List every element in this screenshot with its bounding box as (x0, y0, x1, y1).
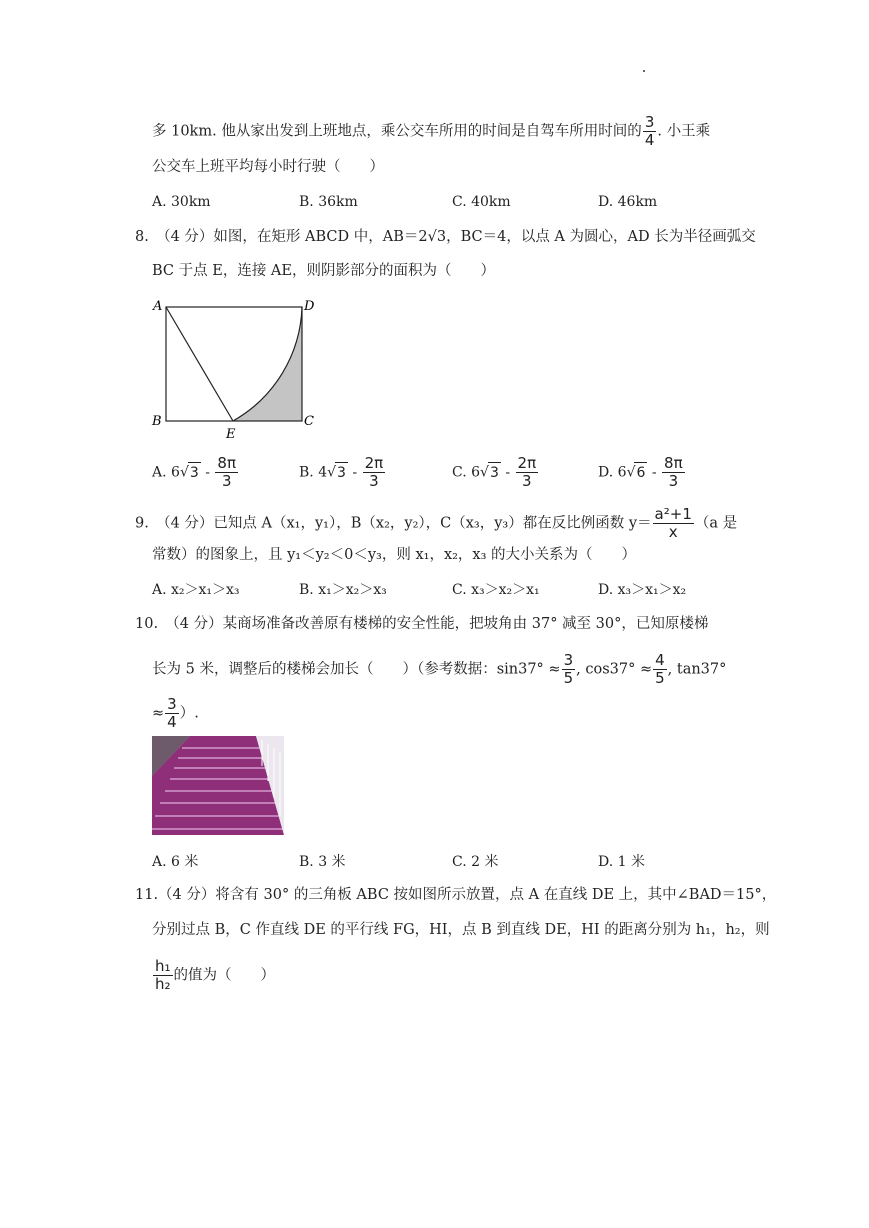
q9-fraction: $\frac{\text{a²+1}}{x}$ (654, 505, 692, 541)
label-b: B (152, 414, 162, 429)
q7-line2: 公交车上班平均每小时行驶（ ） (152, 159, 384, 175)
q10-line3: ≈ $\frac{3}{4}$ ）. (152, 695, 199, 731)
q7-option-b: B. 36km (299, 194, 358, 210)
label-a: A (153, 299, 163, 314)
q8-option-b: B. 4√3 - $\frac{2\pi}{3}$ (299, 454, 384, 490)
q9-option-d: D. x₃＞x₁＞x₂ (598, 582, 687, 598)
shaded-region (233, 307, 302, 421)
q11-fraction: $\frac{\text{h₁}}{\text{h₂}}$ (155, 957, 171, 993)
label-e: E (226, 427, 236, 441)
q7-option-c: C. 40km (452, 194, 511, 210)
q11-line1: 11.（4 分）将含有 30° 的三角板 ABC 按如图所示放置，点 A 在直线 DE 上，其中∠BAD＝15°， (135, 887, 777, 903)
page-dot (643, 70, 645, 72)
q9-option-a: A. x₂＞x₁＞x₃ (152, 582, 240, 598)
q8-line2: BC 于点 E，连接 AE，则阴影部分的面积为（ ） (152, 263, 495, 279)
q11-line3: $\frac{\text{h₁}}{\text{h₂}}$ 的值为（ ） (155, 957, 276, 993)
segment-ae (166, 307, 233, 421)
q8-rectangle-figure (148, 293, 323, 441)
q7-fraction: $\frac{3}{4}$ (644, 113, 655, 149)
q9-option-b: B. x₁＞x₂＞x₃ (299, 582, 387, 598)
q7-line1: 多 10km. 他从家出发到上班地点，乘公交车所用的时间是自驾车所用时间的 $\frac{3}{4}$ . 小王乘 (152, 113, 711, 149)
q7-option-a: A. 30km (152, 194, 211, 210)
q8-option-d: D. 6√6 - $\frac{8\pi}{3}$ (598, 454, 683, 490)
q10-option-d: D. 1 米 (598, 854, 645, 870)
q9-line1: 9. （4 分）已知点 A（x₁，y₁），B（x₂，y₂），C（x₃，y₃）都在反比例函数 y＝ $\frac{\text{a²+1}}{x}$ （a 是 (135, 505, 738, 541)
q8-line1: 8. （4 分）如图，在矩形 ABCD 中，AB＝2√3，BC＝4，以点 A 为圆心，AD 长为半径画弧交 (135, 229, 756, 245)
q9-option-c: C. x₃＞x₂＞x₁ (452, 582, 540, 598)
q10-option-b: B. 3 米 (299, 854, 346, 870)
q11-line2: 分别过点 B，C 作直线 DE 的平行线 FG，HI，点 B 到直线 DE，HI 的距离分别为 h₁，h₂，则 (152, 922, 770, 938)
q10-line2: 长为 5 米，调整后的楼梯会加长（ ）（参考数据：sin37° ≈ $\frac{3}{5}$ , cos37° ≈ $\frac{4}{5}$ , tan37° (152, 651, 727, 687)
q7-option-d: D. 46km (598, 194, 658, 210)
q8-option-a: A. 6√3 - $\frac{8\pi}{3}$ (152, 454, 236, 490)
q10-option-c: C. 2 米 (452, 854, 499, 870)
label-c: C (304, 414, 314, 429)
q10-line1: 10. （4 分）某商场准备改善原有楼梯的安全性能，把坡角由 37° 减至 30°，已知原楼梯 (135, 616, 709, 632)
q9-line2: 常数）的图象上，且 y₁＜y₂＜0＜y₃，则 x₁，x₂，x₃ 的大小关系为（ ） (152, 547, 637, 563)
label-d: D (304, 299, 315, 314)
q8-option-c: C. 6√3 - $\frac{2\pi}{3}$ (452, 454, 537, 490)
staircase-photo (152, 736, 284, 835)
q10-option-a: A. 6 米 (152, 854, 199, 870)
